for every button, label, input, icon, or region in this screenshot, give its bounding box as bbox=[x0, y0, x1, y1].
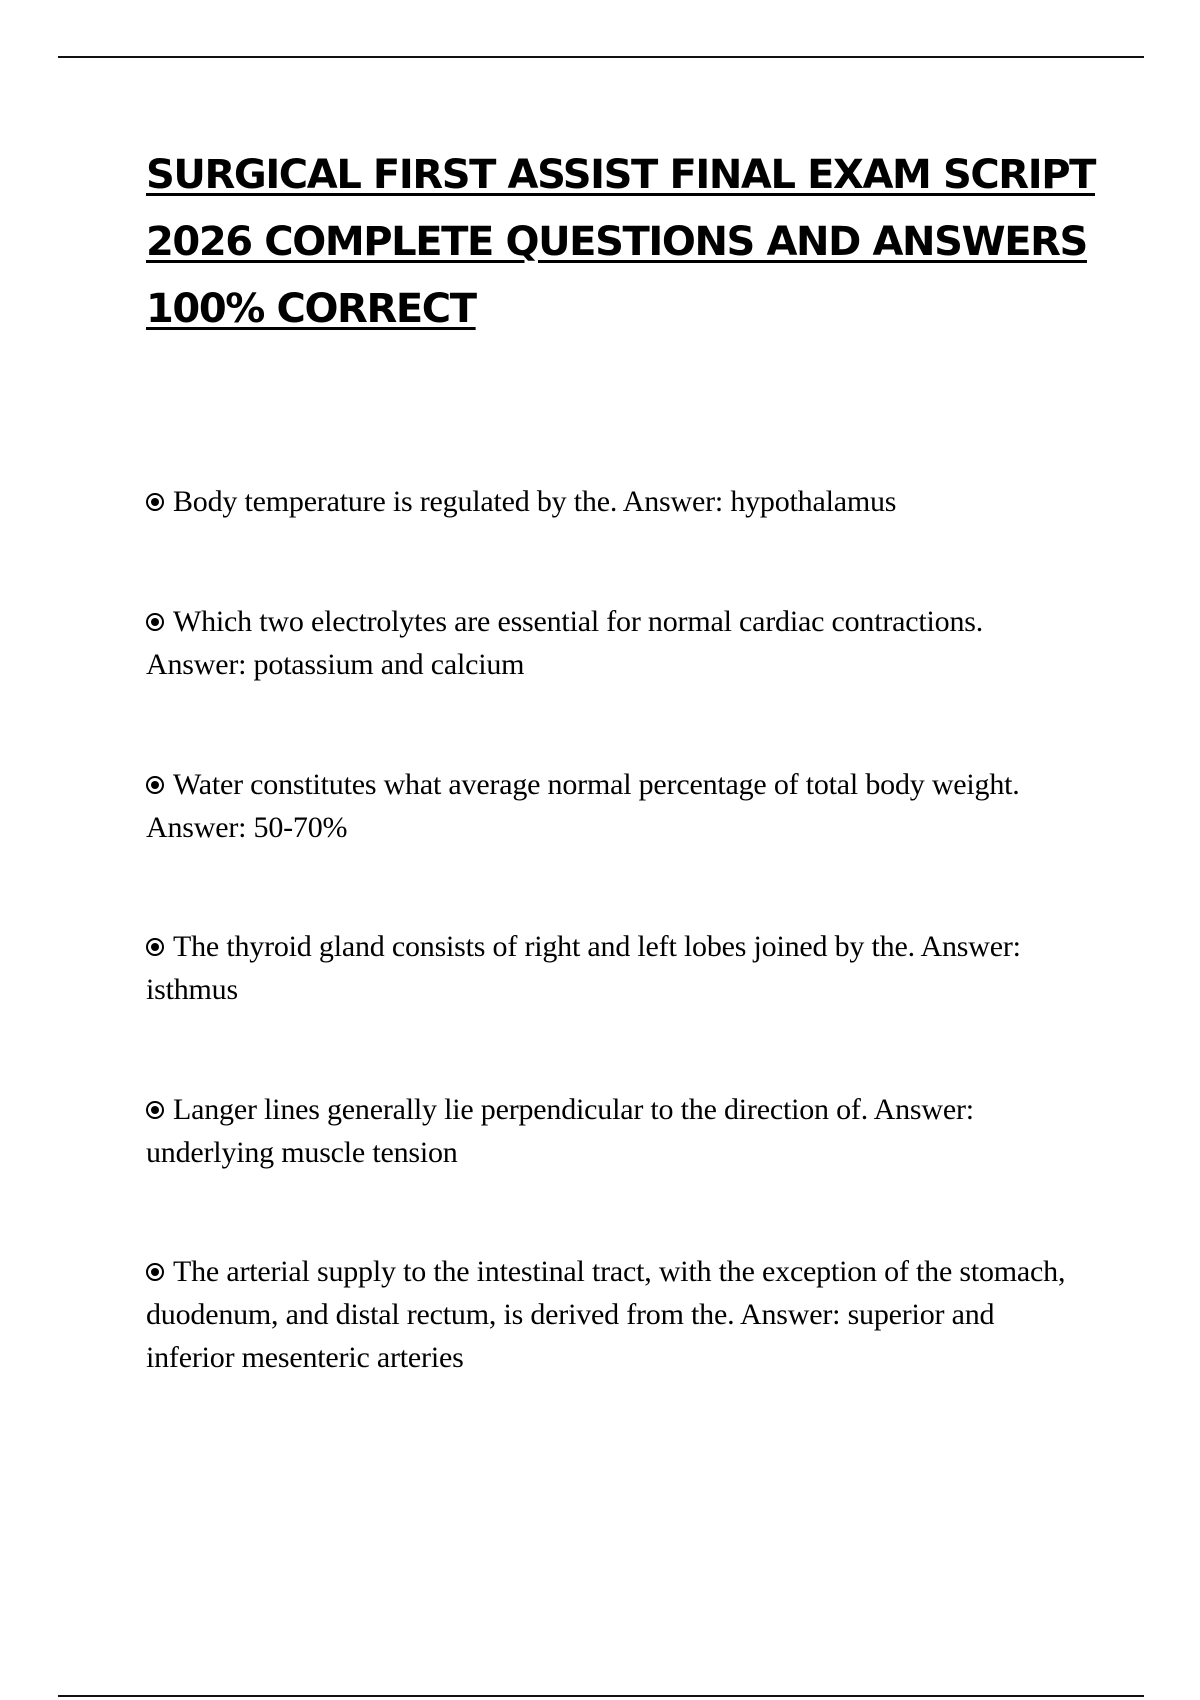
radio-bullet-icon bbox=[146, 1101, 164, 1119]
title-line-3: 100% CORRECT bbox=[146, 286, 476, 332]
item-text: Water constitutes what average normal percentage of total body weight. Answer: 50-70% bbox=[146, 768, 1020, 844]
title-line-2: 2026 COMPLETE QUESTIONS AND ANSWERS bbox=[146, 219, 1087, 265]
item-text: Which two electrolytes are essential for normal cardiac contractions. Answer: potassium and calcium bbox=[146, 605, 984, 681]
item-text: Body temperature is regulated by the. Answer: hypothalamus bbox=[173, 485, 897, 518]
document-title bbox=[146, 142, 1106, 343]
top-divider bbox=[58, 56, 1144, 58]
radio-bullet-icon bbox=[146, 613, 164, 631]
list-item bbox=[146, 480, 1076, 523]
item-text: Langer lines generally lie perpendicular to the direction of. Answer: underlying muscle tension bbox=[146, 1093, 974, 1169]
radio-bullet-icon bbox=[146, 1263, 164, 1281]
bottom-divider bbox=[58, 1695, 1144, 1697]
list-item bbox=[146, 925, 1076, 1011]
item-text: The thyroid gland consists of right and left lobes joined by the. Answer: isthmus bbox=[146, 930, 1021, 1006]
radio-bullet-icon bbox=[146, 493, 164, 511]
list-item bbox=[146, 1088, 1076, 1174]
radio-bullet-icon bbox=[146, 938, 164, 956]
list-item bbox=[146, 1250, 1076, 1379]
list-item bbox=[146, 763, 1076, 849]
radio-bullet-icon bbox=[146, 776, 164, 794]
title-line-1: SURGICAL FIRST ASSIST FINAL EXAM SCRIPT bbox=[146, 152, 1095, 198]
list-item bbox=[146, 600, 1076, 686]
item-text: The arterial supply to the intestinal tract, with the exception of the stomach, duodenum, and distal rectum, is derived from the. Answer: superior and inferior mesenteric arteries bbox=[146, 1255, 1066, 1374]
